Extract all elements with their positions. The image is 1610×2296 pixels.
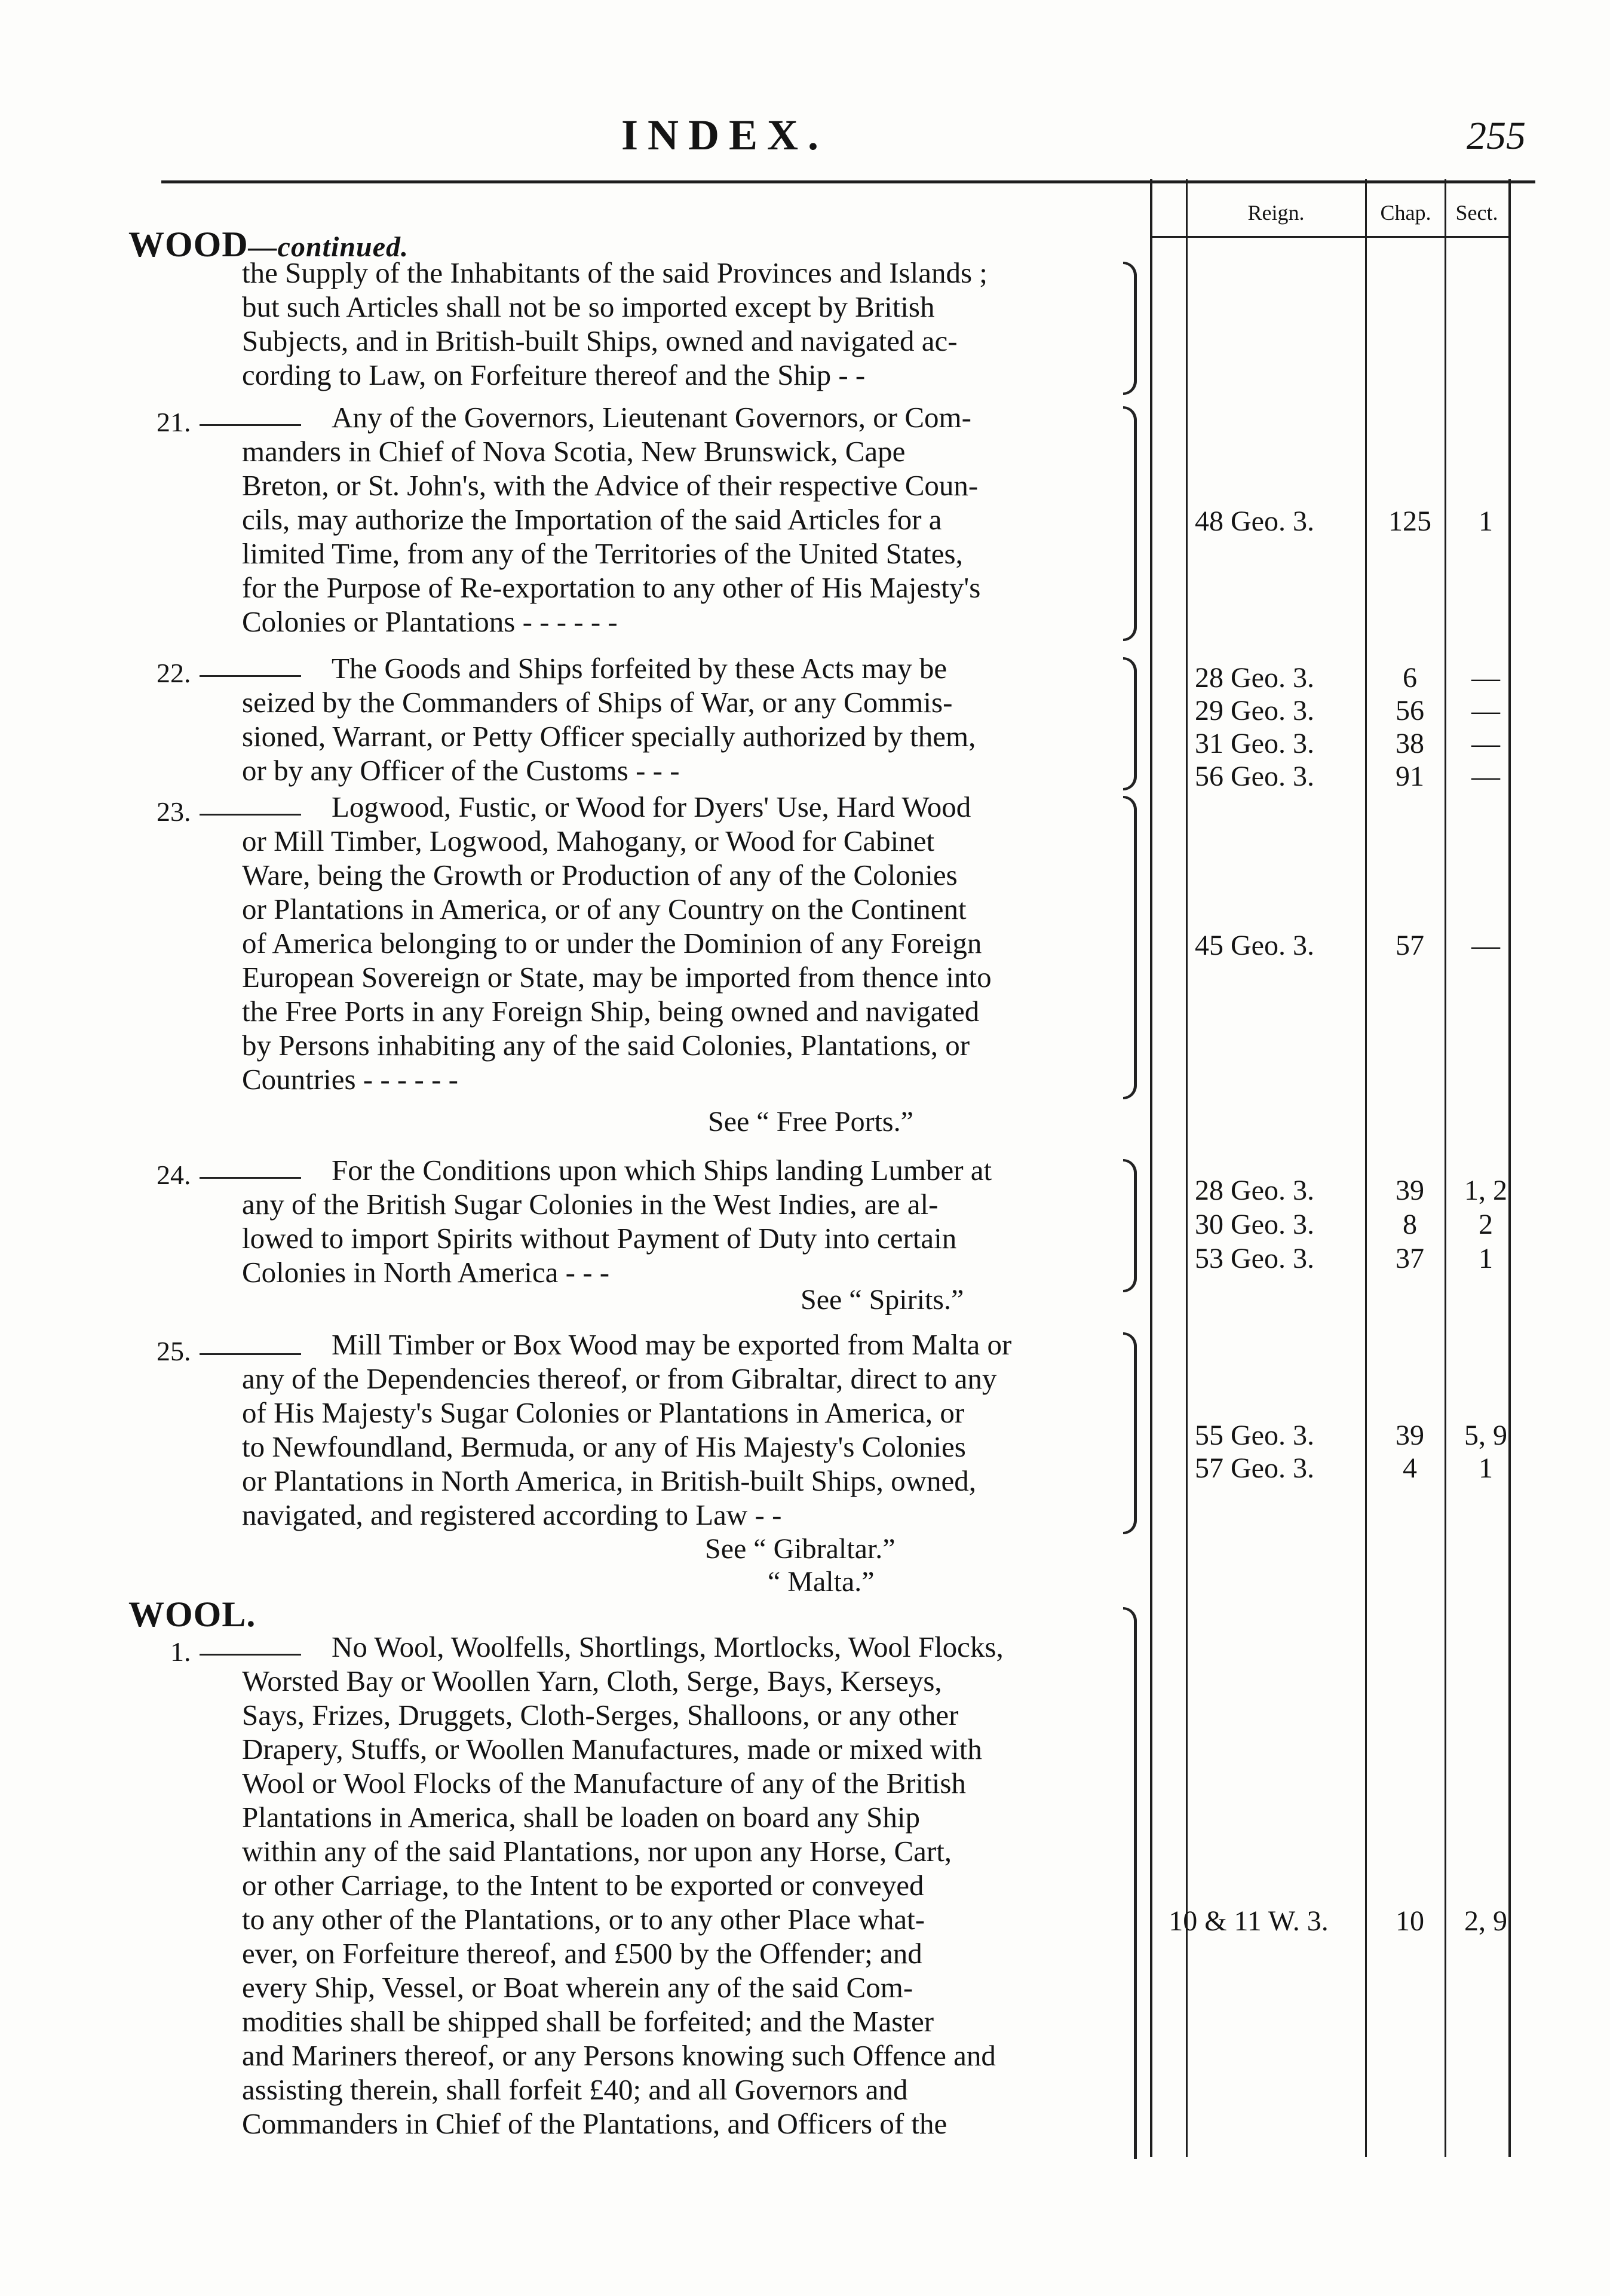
entry-line: The Goods and Ships forfeited by these Acts may be (332, 652, 947, 685)
section-heading-text: WOOD (128, 225, 249, 264)
column-divider-4 (1445, 179, 1446, 2157)
entry-line: modities shall be shipped shall be forfeited; and the Master (242, 2005, 934, 2038)
entry-line: No Wool, Woolfells, Shortlings, Mortlocks, Wool Flocks, (332, 1630, 1004, 1663)
ref-sect: — (1471, 930, 1500, 961)
ref-sect: 1, 2 (1464, 1175, 1507, 1206)
em-rule (200, 1654, 301, 1656)
entry-number-text: 22. (157, 658, 191, 688)
ref-chap: 56 (1396, 695, 1424, 726)
entry-line: seized by the Commanders of Ships of War, or any Commis- (242, 686, 953, 719)
ref-chap: 38 (1396, 728, 1424, 759)
column-divider-1 (1150, 179, 1152, 2157)
brace (1123, 1607, 1137, 2159)
entry-number (157, 1159, 309, 1191)
entry-number-text: 1. (170, 1636, 191, 1667)
see-reference: See “ Gibraltar.” (705, 1533, 896, 1565)
entry-line: limited Time, from any of the Territories of the United States, (242, 537, 963, 570)
column-header-chap: Chap. (1380, 201, 1431, 225)
entry-line: or Plantations in North America, in British-built Ships, owned, (242, 1464, 976, 1497)
entry-line: Drapery, Stuffs, or Woollen Manufactures, made or mixed with (242, 1733, 982, 1765)
ref-sect: 5, 9 (1464, 1420, 1507, 1451)
section-heading-text: WOOL. (128, 1595, 256, 1634)
entry-line: Breton, or St. John's, with the Advice of their respective Coun- (242, 469, 979, 502)
entry-line: navigated, and registered according to Law - - (242, 1498, 782, 1531)
ref-chap: 10 (1396, 1905, 1424, 1937)
entry-line: Any of the Governors, Lieutenant Governors, or Com- (332, 401, 971, 434)
entry-line: the Free Ports in any Foreign Ship, being owned and navigated (242, 995, 980, 1028)
brace (1123, 796, 1137, 1099)
entry-line: the Supply of the Inhabitants of the said Provinces and Islands ; (242, 256, 988, 289)
entry-line: or other Carriage, to the Intent to be exported or conveyed (242, 1869, 924, 1902)
ref-reign: 56 Geo. 3. (1195, 761, 1314, 792)
ref-sect: 1 (1479, 1243, 1493, 1274)
top-rule (161, 180, 1535, 183)
entry-line: of America belonging to or under the Dominion of any Foreign (242, 927, 982, 960)
em-rule (200, 814, 301, 816)
entry-line: lowed to import Spirits without Payment of Duty into certain (242, 1222, 957, 1255)
ref-reign: 28 Geo. 3. (1195, 662, 1314, 694)
entry-line: European Sovereign or State, may be imported from thence into (242, 961, 992, 994)
em-rule (200, 675, 301, 677)
entry-line: Countries - - - - - - (242, 1063, 458, 1096)
ref-reign: 53 Geo. 3. (1195, 1243, 1314, 1274)
ref-chap: 4 (1403, 1452, 1417, 1484)
entry-number (157, 796, 309, 827)
ref-sect: — (1471, 695, 1500, 726)
entry-line: Colonies in North America - - - (242, 1256, 610, 1289)
entry-number-text: 21. (157, 407, 191, 437)
entry-line: For the Conditions upon which Ships landing Lumber at (332, 1154, 992, 1187)
entry-number (157, 657, 309, 689)
see-reference: See “ Free Ports.” (708, 1106, 913, 1138)
entry-line: Logwood, Fustic, or Wood for Dyers' Use, Hard Wood (332, 790, 971, 823)
brace (1123, 657, 1137, 790)
column-head-rule (1150, 236, 1511, 238)
section-heading-wool (128, 1594, 256, 1635)
brace (1123, 406, 1137, 641)
entry-number (157, 406, 309, 438)
entry-line: of His Majesty's Sugar Colonies or Plantations in America, or (242, 1396, 965, 1429)
em-rule (200, 1353, 301, 1355)
entry-line: manders in Chief of Nova Scotia, New Brunswick, Cape (242, 435, 906, 468)
column-header-reign: Reign. (1247, 201, 1305, 225)
entry-line: to any other of the Plantations, or to any other Place what- (242, 1903, 925, 1936)
ref-sect: 2, 9 (1464, 1905, 1507, 1937)
ref-chap: 8 (1403, 1209, 1417, 1240)
entry-number (170, 1636, 309, 1667)
entry-line: Ware, being the Growth or Production of any of the Colonies (242, 859, 958, 891)
ref-chap: 91 (1396, 761, 1424, 792)
entry-line: cording to Law, on Forfeiture thereof and the Ship - - (242, 358, 866, 391)
entry-line: but such Articles shall not be so imported except by British (242, 290, 935, 323)
ref-reign: 30 Geo. 3. (1195, 1209, 1314, 1240)
entry-line: Wool or Wool Flocks of the Manufacture of any of the British (242, 1767, 966, 1800)
entry-number-text: 23. (157, 796, 191, 827)
ref-sect: — (1471, 728, 1500, 759)
ref-reign: 45 Geo. 3. (1195, 930, 1314, 961)
entry-line: Commanders in Chief of the Plantations, and Officers of the (242, 2107, 947, 2140)
column-divider-3 (1365, 179, 1367, 2157)
entry-line: Subjects, and in British-built Ships, owned and navigated ac- (242, 324, 958, 357)
brace (1123, 1159, 1137, 1292)
ref-sect: 1 (1479, 1452, 1493, 1484)
ref-sect: — (1471, 761, 1500, 792)
column-divider-2 (1186, 179, 1188, 2157)
column-header-sect: Sect. (1455, 201, 1498, 225)
entry-line: any of the Dependencies thereof, or from Gibraltar, direct to any (242, 1362, 997, 1395)
entry-line: assisting therein, shall forfeit £40; and all Governors and (242, 2073, 908, 2106)
entry-line: or by any Officer of the Customs - - - (242, 754, 680, 787)
ref-reign: 10 & 11 W. 3. (1169, 1905, 1329, 1937)
entry-number-text: 24. (157, 1160, 191, 1190)
ref-chap: 37 (1396, 1243, 1424, 1274)
ref-sect: 2 (1479, 1209, 1493, 1240)
page-title: INDEX. (621, 111, 829, 159)
entry-line: Says, Frizes, Druggets, Cloth-Serges, Shalloons, or any other (242, 1699, 959, 1731)
column-divider-5 (1508, 179, 1511, 2157)
entry-number-text: 25. (157, 1336, 191, 1366)
ref-chap: 6 (1403, 662, 1417, 694)
entry-line: every Ship, Vessel, or Boat wherein any of the said Com- (242, 1971, 913, 2004)
entry-line: within any of the said Plantations, nor upon any Horse, Cart, (242, 1835, 952, 1868)
entry-line: Plantations in America, shall be loaden on board any Ship (242, 1801, 920, 1834)
ref-chap: 57 (1396, 930, 1424, 961)
ref-reign: 55 Geo. 3. (1195, 1420, 1314, 1451)
brace (1123, 1332, 1137, 1534)
ref-reign: 29 Geo. 3. (1195, 695, 1314, 726)
entry-line: sioned, Warrant, or Petty Officer specially authorized by them, (242, 720, 976, 753)
em-rule (200, 1177, 301, 1179)
entry-line: or Mill Timber, Logwood, Mahogany, or Wood for Cabinet (242, 824, 935, 857)
brace (1123, 262, 1137, 395)
entry-line: Colonies or Plantations - - - - - - (242, 605, 618, 638)
page-number: 255 (1467, 114, 1526, 158)
ref-sect: 1 (1479, 505, 1493, 537)
entry-line: Worsted Bay or Woollen Yarn, Cloth, Serge, Bays, Kerseys, (242, 1664, 942, 1697)
entry-line: for the Purpose of Re-exportation to any other of His Majesty's (242, 571, 981, 604)
see-reference: See “ Spirits.” (801, 1284, 964, 1316)
entry-line: to Newfoundland, Bermuda, or any of His Majesty's Colonies (242, 1430, 966, 1463)
ref-reign: 57 Geo. 3. (1195, 1452, 1314, 1484)
see-reference: “ Malta.” (768, 1566, 875, 1598)
entry-line: by Persons inhabiting any of the said Colonies, Plantations, or (242, 1029, 970, 1062)
ref-chap: 39 (1396, 1420, 1424, 1451)
entry-line: Mill Timber or Box Wood may be exported from Malta or (332, 1328, 1012, 1361)
section-heading-suffix: —continued. (248, 231, 409, 263)
ref-reign: 28 Geo. 3. (1195, 1175, 1314, 1206)
entry-line: ever, on Forfeiture thereof, and £500 by the Offender; and (242, 1937, 922, 1970)
em-rule (200, 424, 301, 426)
ref-chap: 125 (1388, 505, 1431, 537)
entry-line: or Plantations in America, or of any Country on the Continent (242, 893, 967, 925)
entry-line: cils, may authorize the Importation of the said Articles for a (242, 503, 942, 536)
ref-reign: 31 Geo. 3. (1195, 728, 1314, 759)
entry-line: any of the British Sugar Colonies in the West Indies, are al- (242, 1188, 939, 1221)
ref-chap: 39 (1396, 1175, 1424, 1206)
ref-sect: — (1471, 662, 1500, 694)
entry-line: and Mariners thereof, or any Persons knowing such Offence and (242, 2039, 996, 2072)
ref-reign: 48 Geo. 3. (1195, 505, 1314, 537)
